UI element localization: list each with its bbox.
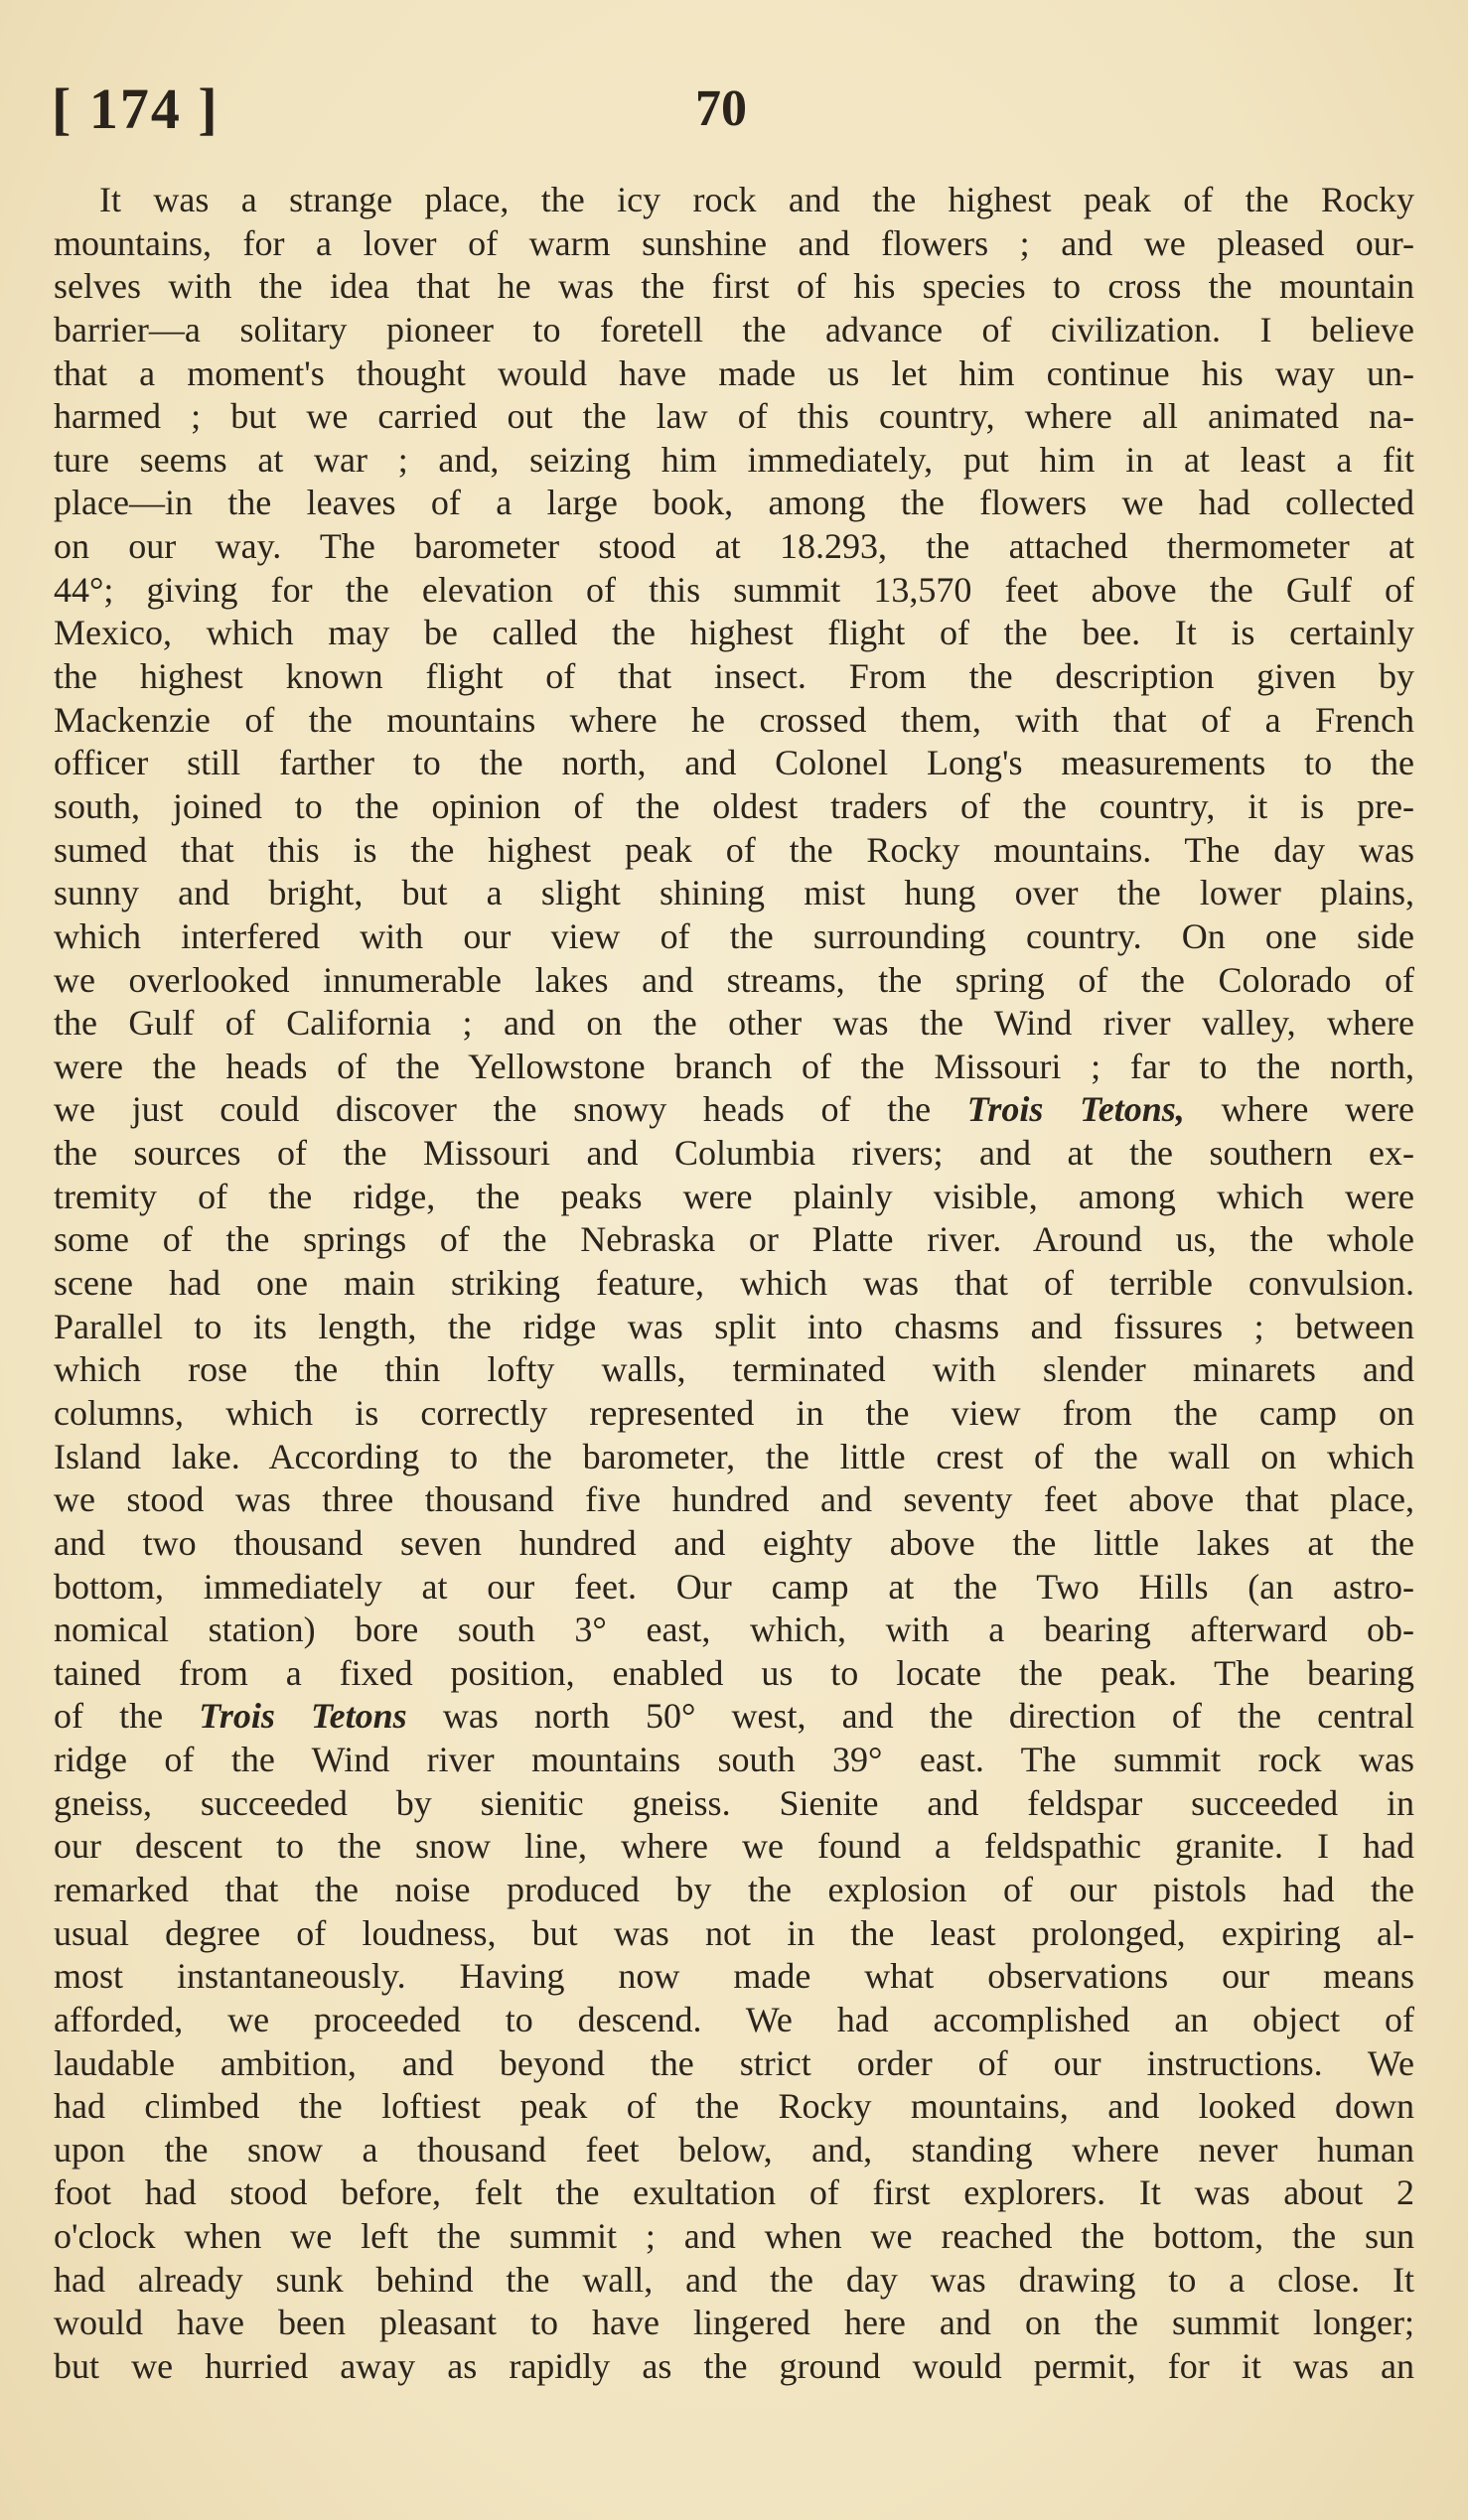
text-line [54,2259,1414,2303]
text-line [54,1609,1414,1652]
text-line [54,1695,1414,1739]
line-text: afforded, we proceeded to descend. We had accomplished an object of [54,1999,1414,2039]
line-text: foot had stood before, felt the exultation of first explorers. It was about 2 [54,2172,1414,2213]
text-line [54,1306,1414,1349]
line-text: the Gulf of California ; and on the other was the Wind river valley, where [54,1003,1414,1044]
text-line [54,179,1414,222]
text-line [54,915,1414,959]
line-text: Island lake. According to the barometer, the little crest of the wall on which [54,1436,1414,1476]
text-line [54,1955,1414,1999]
text-line [54,395,1414,439]
text-line [54,1652,1414,1696]
text-line [54,872,1414,915]
line-text: mountains, for a lover of warm sunshine and flowers ; and we pleased our- [54,222,1414,263]
line-text: tremity of the ridge, the peaks were plainly visible, among which were [54,1176,1414,1216]
line-text: but we hurried away as rapidly as the ground would permit, for it was an [54,2346,1414,2387]
line-text: where were [1184,1089,1414,1130]
line-text: that a moment's thought would have made us let him continue his way un- [54,352,1414,393]
line-text: harmed ; but we carried out the law of this country, where all animated na- [54,396,1414,437]
italic-text: Trois Tetons, [966,1089,1185,1130]
line-text: we stood was three thousand five hundred and seventy feet above that place, [54,1479,1414,1520]
text-line [54,1392,1414,1436]
text-line [54,352,1414,396]
line-text: we overlooked innumerable lakes and streams, the spring of the Colorado of [54,959,1414,1000]
text-line [54,785,1414,829]
text-line [54,699,1414,743]
line-text: place—in the leaves of a large book, among the flowers we had collected [54,483,1414,523]
text-line [54,1002,1414,1046]
text-line [54,439,1414,483]
line-text: remarked that the noise produced by the explosion of our pistols had the [54,1869,1414,1909]
text-line [54,655,1414,699]
text-line [54,2085,1414,2129]
text-line [54,1999,1414,2042]
text-line [54,1436,1414,1479]
line-text: ture seems at war ; and, seizing him immediately, put him in at least a fit [54,439,1414,480]
line-text: sunny and bright, but a slight shining mist hung over the lower plains, [54,873,1414,913]
line-text: had climbed the loftiest peak of the Rocky mountains, and looked down [54,2086,1414,2127]
line-text: bottom, immediately at our feet. Our camp at the Two Hills (an astro- [54,1566,1414,1607]
body-text [54,179,1414,2389]
italic-text: Trois Tetons [199,1696,407,1737]
text-line [54,829,1414,873]
text-line [54,612,1414,655]
line-text: our descent to the snow line, where we found a feldspathic granite. I had [54,1826,1414,1867]
line-text: nomical station) bore south 3° east, which, with a bearing afterward ob- [54,1610,1414,1650]
line-text: usual degree of loudness, but was not in the least prolonged, expiring al- [54,1912,1414,1953]
line-text: we just could discover the snowy heads of the [54,1089,967,1130]
text-line [54,1478,1414,1522]
line-text: columns, which is correctly represented in the view from the camp on [54,1392,1414,1433]
line-text: scene had one main striking feature, which was that of terrible convulsion. [54,1263,1414,1304]
text-line [54,1825,1414,1869]
line-text: the highest known flight of that insect. From the description given by [54,656,1414,697]
text-line [54,2345,1414,2389]
line-text: on our way. The barometer stood at 18.293, the attached thermometer at [54,526,1414,567]
text-line [54,1348,1414,1392]
line-text: were the heads of the Yellowstone branch of the Missouri ; far to the north, [54,1046,1414,1086]
line-text: was north 50° west, and the direction of the central [406,1696,1414,1737]
line-text: Mexico, which may be called the highest flight of the bee. It is certainly [54,613,1414,653]
text-line [54,2302,1414,2345]
line-text: Mackenzie of the mountains where he crossed them, with that of a French [54,699,1414,740]
line-text: the sources of the Missouri and Columbia rivers; and at the southern ex- [54,1133,1414,1174]
line-text: ridge of the Wind river mountains south 39° east. The summit rock was [54,1740,1414,1780]
page-header [0,70,1468,149]
text-line [54,1522,1414,1566]
line-text: It was a strange place, the icy rock and the highest peak of the Rocky [99,180,1414,219]
page-number: 70 [695,80,747,137]
line-text: laudable ambition, and beyond the strict order of our instructions. We [54,2042,1414,2083]
text-line [54,1218,1414,1262]
text-line [54,309,1414,352]
text-line [54,1088,1414,1132]
text-line [54,1566,1414,1610]
line-text: south, joined to the opinion of the oldest traders of the country, it is pre- [54,785,1414,826]
line-text: most instantaneously. Having now made what observations our means [54,1956,1414,1997]
text-line [54,525,1414,569]
line-text: Parallel to its length, the ridge was split into chasms and fissures ; between [54,1306,1414,1346]
line-text: upon the snow a thousand feet below, and, standing where never human [54,2129,1414,2170]
text-line [54,222,1414,266]
line-text: 44°; giving for the elevation of this summit 13,570 feet above the Gulf of [54,569,1414,610]
line-text: o'clock when we left the summit ; and when we reached the bottom, the sun [54,2216,1414,2257]
text-line [54,1869,1414,1912]
text-line [54,1132,1414,1176]
text-line [54,2171,1414,2215]
text-line [54,1912,1414,1956]
text-line [54,569,1414,613]
line-text: which interfered with our view of the surrounding country. On one side [54,915,1414,956]
text-line [54,482,1414,525]
line-text: which rose the thin lofty walls, terminated with slender minarets and [54,1349,1414,1390]
line-text: some of the springs of the Nebraska or Platte river. Around us, the whole [54,1219,1414,1260]
text-line [54,2129,1414,2172]
line-text: sumed that this is the highest peak of the Rocky mountains. The day was [54,829,1414,870]
text-line [54,2042,1414,2086]
line-text: had already sunk behind the wall, and the day was drawing to a close. It [54,2259,1414,2300]
line-text: and two thousand seven hundred and eighty above the little lakes at the [54,1522,1414,1563]
line-text: officer still farther to the north, and Colonel Long's measurements to the [54,743,1414,783]
text-line [54,1782,1414,1826]
line-text: selves with the idea that he was the first of his species to cross the mountain [54,266,1414,307]
text-line [54,1262,1414,1306]
text-line [54,1739,1414,1782]
line-text: tained from a fixed position, enabled us to locate the peak. The bearing [54,1652,1414,1693]
text-line [54,1046,1414,1089]
text-line [54,1176,1414,1219]
text-line [54,959,1414,1003]
text-line [54,742,1414,785]
line-text: of the [54,1696,200,1737]
bracketed-page-number: [ 174 ] [52,76,220,141]
text-line [54,265,1414,309]
line-text: gneiss, succeeded by sienitic gneiss. Sienite and feldspar succeeded in [54,1782,1414,1823]
line-text: would have been pleasant to have lingered here and on the summit longer; [54,2303,1414,2343]
text-line [54,2215,1414,2259]
line-text: barrier—a solitary pioneer to foretell the advance of civilization. I believe [54,309,1414,350]
